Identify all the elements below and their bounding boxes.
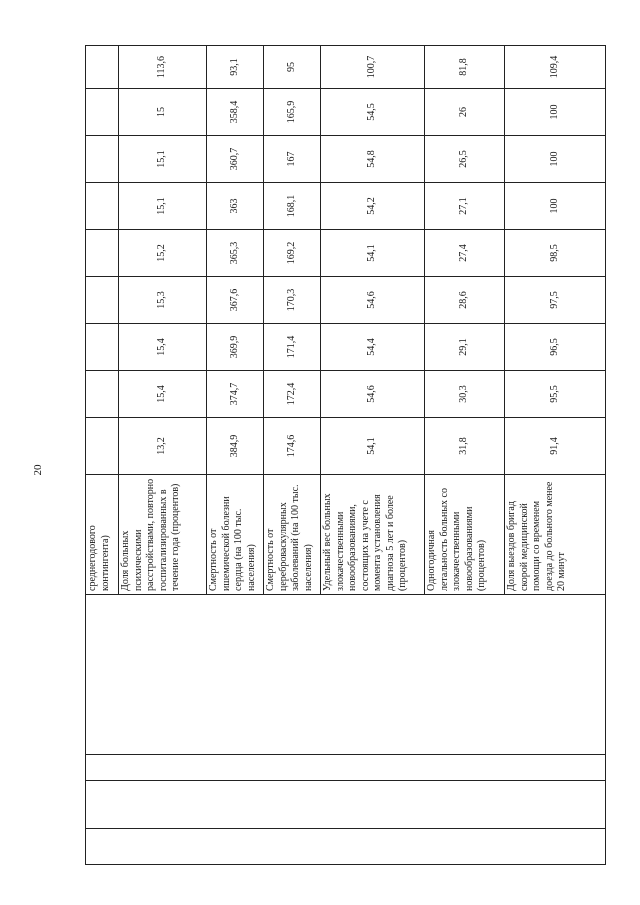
value-cell: 15,1 bbox=[119, 183, 207, 230]
indicators-table bbox=[85, 45, 606, 865]
value-cell: 384,9 bbox=[207, 418, 264, 475]
value-cell: 15,4 bbox=[119, 371, 207, 418]
value-cell: 174,6 bbox=[264, 418, 321, 475]
value-cell: 374,7 bbox=[207, 371, 264, 418]
value-cell: 363 bbox=[207, 183, 264, 230]
col-narrow-cell bbox=[86, 755, 606, 781]
value-cell: 100 bbox=[505, 183, 606, 230]
col-program-cell bbox=[86, 781, 606, 829]
value-cell bbox=[86, 89, 119, 136]
value-cell: 15,4 bbox=[119, 324, 207, 371]
value-cell: 97,5 bbox=[505, 277, 606, 324]
value-cell: 360,7 bbox=[207, 136, 264, 183]
value-cell: 369,9 bbox=[207, 324, 264, 371]
value-cell: 93,1 bbox=[207, 46, 264, 89]
indicator-name-cell: Доля выездов бригад скорой медицинской помощи со временем доезда до больного менее 20 минут bbox=[505, 475, 606, 595]
indicator-name-cell: Одногодичная летальность больных со злокачественными новообразованиями (процентов) bbox=[425, 475, 505, 595]
value-cell: 27,1 bbox=[425, 183, 505, 230]
value-cell: 54,1 bbox=[321, 418, 425, 475]
col-number-cell bbox=[86, 829, 606, 865]
indicator-name-cell: Доля больных психическими расстройствами, повторно госпитализированных в течение года (процентов) bbox=[119, 475, 207, 595]
value-cell: 172,4 bbox=[264, 371, 321, 418]
value-cell: 98,5 bbox=[505, 230, 606, 277]
table-row bbox=[86, 46, 119, 865]
col-task-cell bbox=[86, 595, 606, 755]
value-cell: 96,5 bbox=[505, 324, 606, 371]
value-cell bbox=[86, 324, 119, 371]
value-cell: 26,5 bbox=[425, 136, 505, 183]
value-cell: 367,6 bbox=[207, 277, 264, 324]
value-cell: 54,1 bbox=[321, 230, 425, 277]
value-cell: 54,4 bbox=[321, 324, 425, 371]
value-cell: 15 bbox=[119, 89, 207, 136]
value-cell: 26 bbox=[425, 89, 505, 136]
value-cell: 54,6 bbox=[321, 277, 425, 324]
value-cell: 358,4 bbox=[207, 89, 264, 136]
value-cell: 113,6 bbox=[119, 46, 207, 89]
value-cell: 169,2 bbox=[264, 230, 321, 277]
value-cell bbox=[86, 46, 119, 89]
value-cell: 54,6 bbox=[321, 371, 425, 418]
indicator-name-cell: Смертность от ишемической болезни сердца (на 100 тыс. населения) bbox=[207, 475, 264, 595]
table-wrapper bbox=[85, 45, 605, 865]
value-cell: 29,1 bbox=[425, 324, 505, 371]
value-cell: 15,3 bbox=[119, 277, 207, 324]
value-cell: 171,4 bbox=[264, 324, 321, 371]
value-cell: 27,4 bbox=[425, 230, 505, 277]
value-cell: 54,8 bbox=[321, 136, 425, 183]
value-cell: 15,2 bbox=[119, 230, 207, 277]
value-cell: 100 bbox=[505, 89, 606, 136]
value-cell: 81,8 bbox=[425, 46, 505, 89]
indicator-name-cell: Удельный вес больных злокачественными новообразованиями, состоящих на учете с момента установления диагноза 5 лет и более (процентов) bbox=[321, 475, 425, 595]
value-cell: 91,4 bbox=[505, 418, 606, 475]
value-cell: 109,4 bbox=[505, 46, 606, 89]
value-cell bbox=[86, 418, 119, 475]
value-cell bbox=[86, 183, 119, 230]
rotated-table-area bbox=[85, 45, 605, 865]
indicator-name-cell: среднегодового контингента) bbox=[86, 475, 119, 595]
value-cell: 13,2 bbox=[119, 418, 207, 475]
value-cell: 28,6 bbox=[425, 277, 505, 324]
value-cell: 365,3 bbox=[207, 230, 264, 277]
value-cell bbox=[86, 230, 119, 277]
value-cell: 54,2 bbox=[321, 183, 425, 230]
value-cell: 95,5 bbox=[505, 371, 606, 418]
value-cell: 31,8 bbox=[425, 418, 505, 475]
value-cell: 167 bbox=[264, 136, 321, 183]
page-number: 20 bbox=[32, 464, 44, 476]
value-cell: 165,9 bbox=[264, 89, 321, 136]
value-cell bbox=[86, 136, 119, 183]
value-cell bbox=[86, 277, 119, 324]
value-cell: 168,1 bbox=[264, 183, 321, 230]
value-cell: 100 bbox=[505, 136, 606, 183]
value-cell: 95 bbox=[264, 46, 321, 89]
value-cell: 30,3 bbox=[425, 371, 505, 418]
value-cell: 15,1 bbox=[119, 136, 207, 183]
value-cell bbox=[86, 371, 119, 418]
value-cell: 54,5 bbox=[321, 89, 425, 136]
indicator-name-cell: Смертность от цереброваскулярных заболеваний (на 100 тыс. населения) bbox=[264, 475, 321, 595]
value-cell: 170,3 bbox=[264, 277, 321, 324]
value-cell: 100,7 bbox=[321, 46, 425, 89]
